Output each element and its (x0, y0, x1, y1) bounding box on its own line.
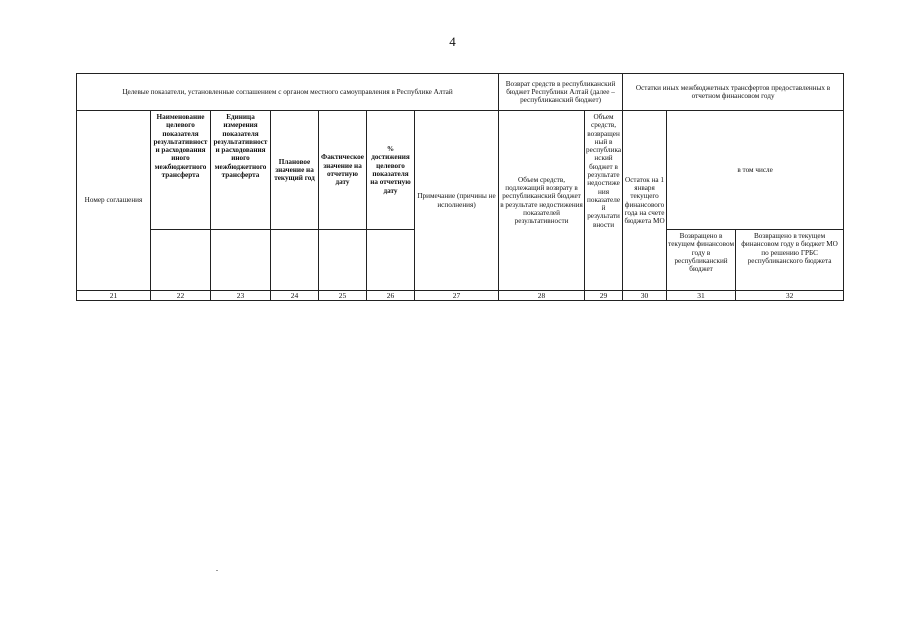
column-number: 22 (151, 291, 211, 301)
report-table (76, 73, 844, 301)
header-including: в том числе (667, 111, 844, 230)
column-number: 27 (415, 291, 499, 301)
col-returned-mo: Возвращено в текущем финансовом году в бюджет МО по решению ГРБС республиканского бюджета (736, 230, 844, 291)
cell-empty (151, 230, 211, 291)
col-actual-value: Фактическое значение на отчетную дату (319, 111, 367, 230)
column-number: 28 (499, 291, 585, 301)
cell-empty (271, 230, 319, 291)
column-number: 32 (736, 291, 844, 301)
col-planned-value: Плановое значение на текущий год (271, 111, 319, 230)
header-refund: Возврат средств в республиканский бюджет Республики Алтай (далее – республиканский бюджет) (499, 74, 623, 111)
column-number: 21 (77, 291, 151, 301)
col-agreement-number: Номер соглашения (77, 111, 151, 291)
cell-empty (367, 230, 415, 291)
page-number: 4 (449, 34, 456, 49)
column-numbers-row (77, 291, 844, 301)
col-returned-republic: Возвращено в текущем финансовом году в республиканский бюджет (667, 230, 736, 291)
header-balances: Остатки иных межбюджетных трансфертов предоставленных в отчетном финансовом году (623, 74, 844, 111)
column-number: 23 (211, 291, 271, 301)
column-number: 29 (585, 291, 623, 301)
col-refund-returned: Объем средств, возвращенный в республиканский бюджет в результате недостижения показателей результативности (585, 111, 623, 291)
col-note: Примечание (причины не исполнения) (415, 111, 499, 291)
col-indicator-name: Наименование целевого показателя результативности расходования иного межбюджетного трансферта (151, 111, 211, 230)
column-number: 26 (367, 291, 415, 301)
scan-speck (216, 570, 218, 571)
cell-empty (319, 230, 367, 291)
column-number: 30 (623, 291, 667, 301)
column-number: 24 (271, 291, 319, 301)
col-achievement-percent: % достижения целевого показателя на отчетную дату (367, 111, 415, 230)
col-unit: Единица измерения показателя результативности расходования иного межбюджетного трансферта (211, 111, 271, 230)
cell-empty (211, 230, 271, 291)
col-balance-jan1: Остаток на 1 января текущего финансового года на счете бюджета МО (623, 111, 667, 291)
column-number: 25 (319, 291, 367, 301)
header-targets: Целевые показатели, установленные соглашением с органом местного самоуправления в Республике Алтай (77, 74, 499, 111)
column-number: 31 (667, 291, 736, 301)
col-refund-due: Объем средств, подлежащий возврату в республиканский бюджет в результате недостижения показателей результативности (499, 111, 585, 291)
